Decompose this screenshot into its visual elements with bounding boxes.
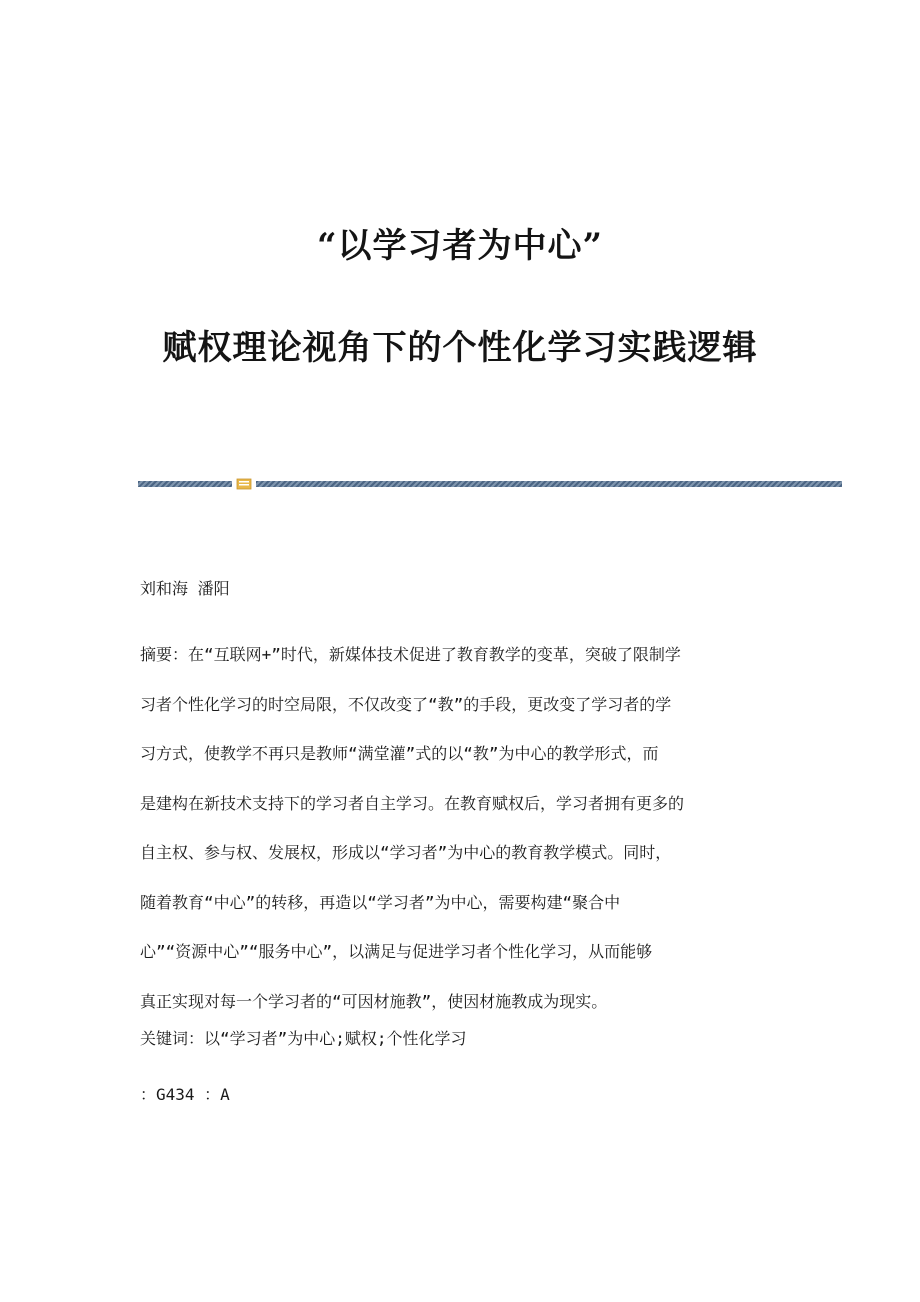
abstract-line: 心”“资源中心”“服务中心”，以满足与促进学习者个性化学习，从而能够 bbox=[140, 942, 653, 961]
divider-ornament-icon bbox=[236, 478, 252, 490]
divider-bar-right bbox=[256, 481, 842, 487]
abstract-line: 随着教育“中心”的转移，再造以“学习者”为中心，需要构建“聚合中 bbox=[140, 892, 621, 912]
classification-codes: ：G434 ：A bbox=[140, 1085, 230, 1104]
abstract-line: 习者个性化学习的时空局限，不仅改变了“教”的手段，更改变了学习者的学 bbox=[140, 694, 672, 714]
abstract-line: 习方式，使教学不再只是教师“满堂灌”式的以“教”为中心的教学形式，而 bbox=[140, 744, 659, 763]
abstract-line: 是建构在新技术支持下的学习者自主学习。在教育赋权后，学习者拥有更多的 bbox=[140, 793, 685, 813]
abstract-line: 自主权、参与权、发展权，形成以“学习者”为中心的教育教学模式。同时， bbox=[140, 843, 672, 862]
abstract bbox=[140, 630, 790, 1026]
title-divider bbox=[138, 478, 842, 490]
title-line-2: 赋权理论视角下的个性化学习实践逻辑 bbox=[162, 328, 758, 368]
abstract-line: 摘要：在“互联网+”时代，新媒体技术促进了教育教学的变革，突破了限制学 bbox=[140, 645, 681, 664]
keywords: 关键词：以“学习者”为中心;赋权;个性化学习 bbox=[140, 1029, 467, 1048]
title-line-1: “以学习者为中心” bbox=[316, 226, 604, 266]
divider-bar-left bbox=[138, 481, 232, 487]
abstract-line: 真正实现对每一个学习者的“可因材施教”，使因材施教成为现实。 bbox=[140, 991, 608, 1011]
authors: 刘和海 潘阳 bbox=[140, 579, 230, 598]
